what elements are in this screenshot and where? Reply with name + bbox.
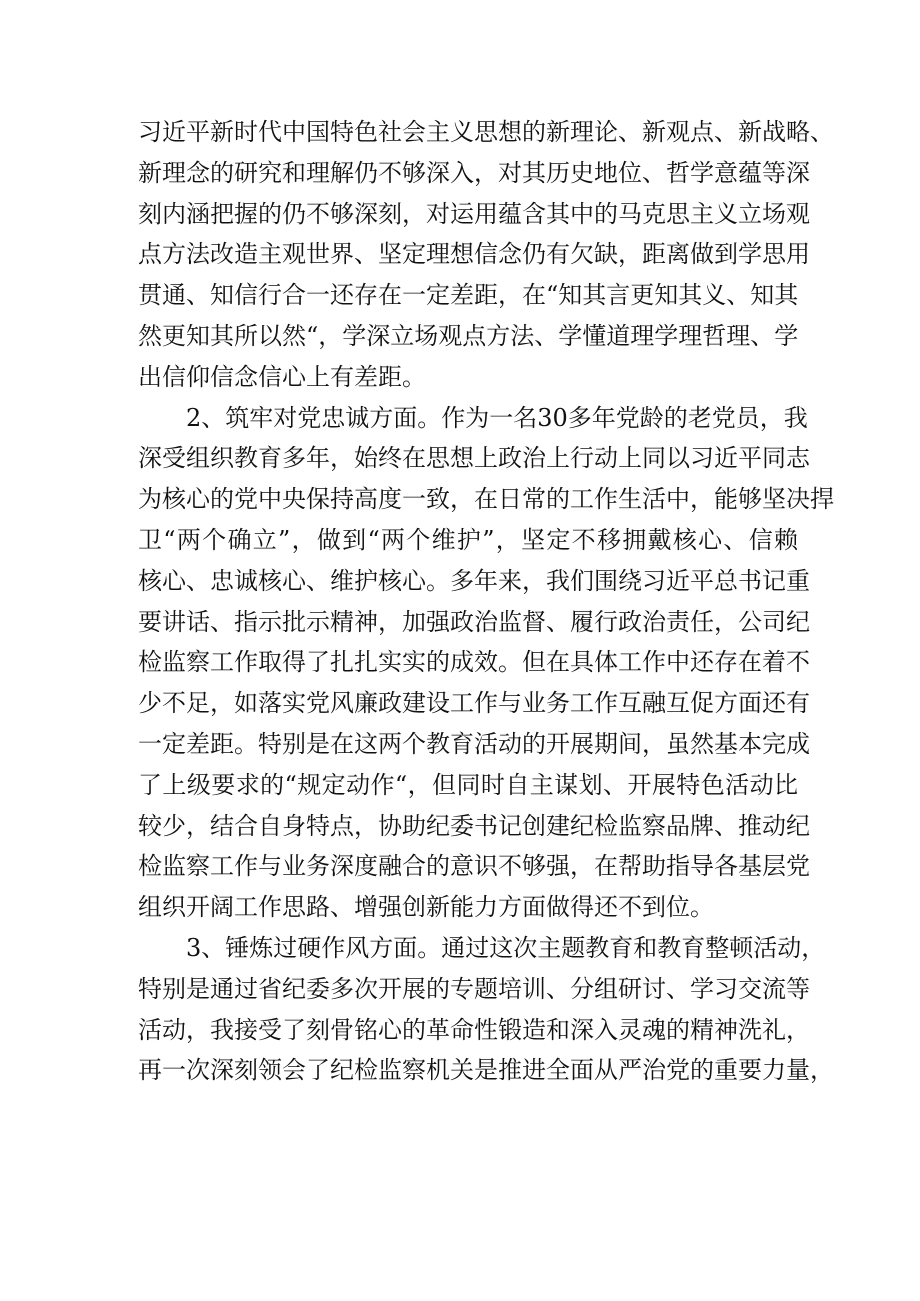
paragraph-1 — [138, 112, 834, 398]
text-line: 点方法改造主观世界、坚定理想信念仍有欠缺，距离做到学思用 — [138, 240, 810, 269]
text-line: 组织开阔工作思路、增强创新能力方面做得还不到位。 — [138, 893, 714, 922]
text-line: 检监察工作与业务深度融合的意识不够强，在帮助指导各基层党 — [138, 852, 810, 881]
text-line: 少不足，如落实党风廉政建设工作与业务工作互融互促方面还有 — [138, 689, 810, 718]
text-line: 检监察工作取得了扎扎实实的成效。但在具体工作中还存在着不 — [138, 648, 810, 677]
text-line: 出信仰信念信心上有差距。 — [138, 362, 426, 391]
text-line: 深受组织教育多年，始终在思想上政治上行动上同以习近平同志 — [138, 444, 810, 473]
text-line: 较少，结合自身特点，协助纪委书记创建纪检监察品牌、推动纪 — [138, 811, 810, 840]
text-line: 卫“两个确立”，做到“两个维护”，坚定不移拥戴核心、信赖 — [138, 525, 798, 554]
text-line: 了上级要求的“规定动作“，但同时自主谋划、开展特色活动比 — [138, 770, 798, 799]
paragraph-3 — [138, 928, 834, 1091]
text-line: 3、锤炼过硬作风方面。通过这次主题教育和教育整顿活动， — [186, 933, 826, 962]
text-line: 活动，我接受了刻骨铭心的革命性锻造和深入灵魂的精神洗礼， — [138, 1015, 810, 1044]
text-line: 刻内涵把握的仍不够深刻，对运用蕴含其中的马克思主义立场观 — [138, 199, 810, 228]
text-line: 为核心的党中央保持高度一致，在日常的工作生活中，能够坚决捍 — [138, 485, 834, 514]
text-line: 特别是通过省纪委多次开展的专题培训、分组研讨、学习交流等 — [138, 974, 810, 1003]
text-line: 2、筑牢对党忠诚方面。作为一名30多年党龄的老党员，我 — [186, 403, 808, 432]
text-line: 核心、忠诚核心、维护核心。多年来，我们围绕习近平总书记重 — [138, 566, 810, 595]
text-line: 再一次深刻领会了纪检监察机关是推进全面从严治党的重要力量， — [138, 1056, 834, 1085]
document-body — [138, 112, 834, 1091]
text-line: 一定差距。特别是在这两个教育活动的开展期间，虽然基本完成 — [138, 729, 810, 758]
paragraph-2 — [138, 398, 834, 928]
text-line: 然更知其所以然“，学深立场观点方法、学懂道理学理哲理、学 — [138, 321, 799, 350]
text-line: 要讲话、指示批示精神，加强政治监督、履行政治责任，公司纪 — [138, 607, 810, 636]
text-line: 贯通、知信行合一还存在一定差距，在“知其言更知其义、知其 — [138, 281, 799, 310]
text-line: 习近平新时代中国特色社会主义思想的新理论、新观点、新战略、 — [138, 118, 834, 146]
text-line: 新理念的研究和理解仍不够深入，对其历史地位、哲学意蕴等深 — [138, 158, 810, 187]
